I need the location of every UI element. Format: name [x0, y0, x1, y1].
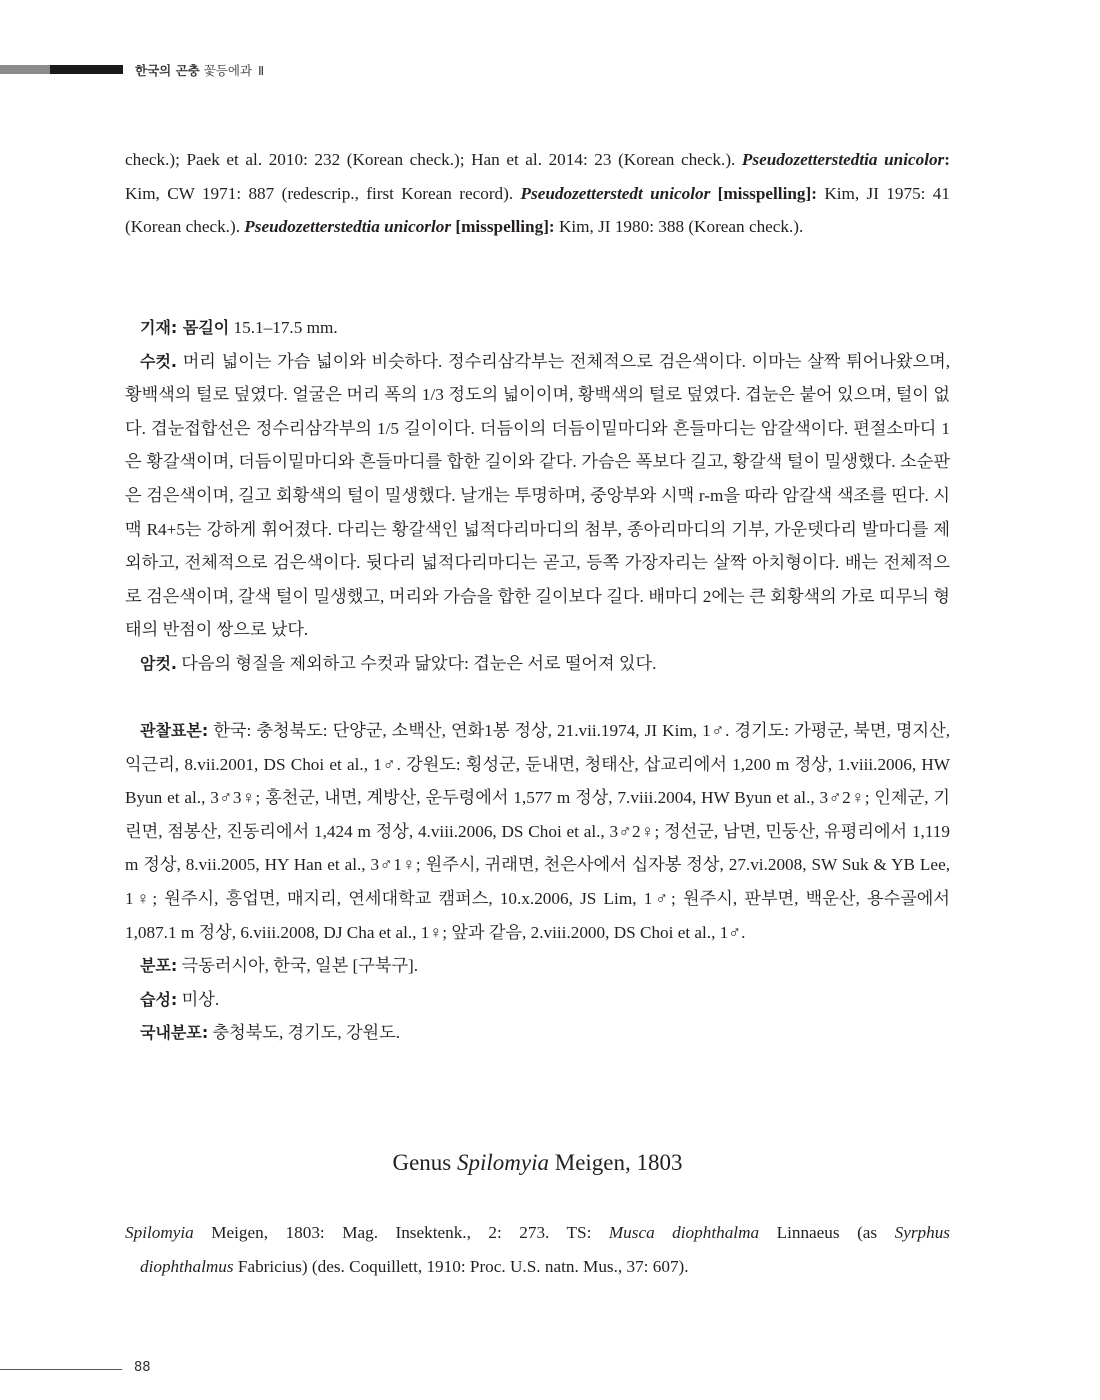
genus-heading [125, 1150, 950, 1176]
synonymy-paragraph [125, 143, 950, 244]
body-text: 충청북도, 경기도, 강원도. [208, 1023, 401, 1043]
synonym-genus: Syrphus [894, 1223, 950, 1242]
synonymy-text: Kim, JI 1975: 41 (Korean check.). [125, 183, 950, 237]
running-header [135, 61, 264, 79]
section-label: 암컷. [140, 653, 177, 673]
material-examined-paragraph [125, 714, 950, 949]
section-label: 관찰표본: [140, 721, 209, 740]
synonym-species: diophthalmus [140, 1256, 234, 1276]
punctuation: : [944, 150, 950, 169]
header-title: 한국의 곤충 [135, 63, 200, 78]
description-section [125, 311, 950, 681]
taxon-name: Spilomyia [125, 1223, 194, 1242]
body-text: 머리 넓이는 가슴 넓이와 비슷하다. 정수리삼각부는 전체적으로 검은색이다. 이마는 살짝 튀어나왔으며, 황백색의 털로 덮였다. 얼굴은 머리 폭의 1/3 정도의 넓이이며, 황백색의 털로 덮였다. 겹눈은 붙어 있으며, 털이 없다. 겹눈접합선은 정수리삼각부의 1/5 길이이다. 더듬이의 더듬이밑마디와 흔들마디는 암갈색이다. 편절소마디 1은 황갈색이며, 더듬이밑마디와 흔들마디를 합한 길이와 같다. 가슴은 폭보다 길고, 황갈색 털이 밀생했다. 소순판은 검은색이며, 길고 회황색의 털이 밀생했다. 날개는 투명하며, 중앙부와 시맥 r-m을 따라 암갈색 색조를 띤다. 시맥 R4+5는 강하게 휘어졌다. 다리는 황갈색인 넓적다리마디의 첨부, 종아리마디의 기부, 가운뎃다리 발마디를 제외하고, 전체적으로 검은색이다. 뒷다리 넓적다리마디는 곧고, 등쪽 가장자리는 살짝 아치형이다. 배는 전체적으로 검은색이며, 갈색 털이 밀생했고, 머리와 가슴을 합한 길이보다 길다. 배마디 2에는 큰 회황색의 가로 띠무늬 형태의 반점이 쌍으로 났다. [125, 351, 950, 640]
misspelling-note: [misspelling]: [451, 217, 555, 237]
header-family: 꽃등에과 [203, 63, 253, 78]
header-rule-black [50, 65, 123, 74]
genus-name: Spilomyia [457, 1150, 549, 1175]
taxon-name: Pseudozetterstedtia unicorlor [244, 217, 452, 237]
synonymy-continuation [125, 143, 950, 244]
distribution-paragraph [125, 949, 950, 983]
misspelling-note: [misspelling]: [710, 183, 817, 203]
genus-reference-line-1 [125, 1216, 950, 1250]
page-number: 88 [134, 1360, 151, 1375]
genus-author: Meigen, 1803 [549, 1150, 683, 1175]
body-text: 미상. [177, 989, 220, 1009]
header-rule-gray [0, 65, 50, 74]
body-length-paragraph [125, 311, 950, 345]
body-text: 15.1–17.5 mm. [229, 318, 338, 337]
taxon-name: Pseudozetterstedtia unicolor [741, 150, 945, 169]
taxon-name: Pseudozetterstedt unicolor [520, 183, 711, 203]
korean-distribution-paragraph [125, 1016, 950, 1050]
body-text: 한국: 충청북도: 단양군, 소백산, 연화1봉 정상, 21.vii.1974, JI Kim, 1♂. 경기도: 가평군, 북면, 명지산, 익근리, 8.vii.2001, DS Choi et al., 1♂. 강원도: 횡성군, 둔내면, 청태산, 삽교리에서 1,200 m 정상, 1.viii.2006, HW Byun et al., 3♂3♀; 홍천군, 내면, 계방산, 운두령에서 1,577 m 정상, 7.viii.2004, HW Byun et al., 3♂2♀; 인제군, 기린면, 점봉산, 진동리에서 1,424 m 정상, 4.viii.2006, DS Choi et al., 3♂2♀; 정선군, 남면, 민둥산, 유평리에서 1,119 m 정상, 8.vii.2005, HY Han et al., 3♂1♀; 원주시, 귀래면, 천은사에서 십자봉 정상, 27.vi.2008, SW Suk & YB Lee, 1♀; 원주시, 흥업면, 매지리, 연세대학교 캠퍼스, 10.x.2006, JS Lim, 1♂; 원주시, 판부면, 백운산, 용수골에서 1,087.1 m 정상, 6.viii.2008, DJ Cha et al., 1♀; 앞과 같음, 2.viii.2000, DS Choi et al., 1♂. [125, 721, 950, 942]
male-paragraph [125, 345, 950, 647]
genus-prefix: Genus [392, 1150, 457, 1175]
synonymy-text: Kim, CW 1971: 887 (redescrip., first Korean record). [125, 183, 521, 203]
genus-reference [125, 1216, 950, 1283]
habit-paragraph [125, 983, 950, 1017]
material-section [125, 714, 950, 1050]
section-label: 수컷. [140, 351, 177, 371]
female-paragraph [125, 647, 950, 681]
synonymy-text: Kim, JI 1980: 388 (Korean check.). [554, 217, 804, 237]
section-label: 분포: [140, 956, 178, 976]
reference-text: Meigen, 1803: Mag. Insektenk., 2: 273. TS: [193, 1223, 609, 1242]
section-label: 국내분포: [140, 1023, 209, 1043]
body-text: 극동러시아, 한국, 일본 [구북구]. [177, 956, 419, 976]
footer-rule [0, 1369, 122, 1370]
header-volume: Ⅱ [258, 63, 265, 78]
reference-text: Linnaeus (as [759, 1223, 895, 1242]
synonymy-text: check.); Paek et al. 2010: 232 (Korean check.); Han et al. 2014: 23 (Korean check.). [125, 150, 742, 169]
section-label: 기재: 몸길이 [140, 318, 230, 337]
reference-text: Fabricius) (des. Coquillett, 1910: Proc. U.S. natn. Mus., 37: 607). [233, 1256, 689, 1276]
section-label: 습성: [140, 989, 178, 1009]
body-text: 다음의 형질을 제외하고 수컷과 닮았다: 겹눈은 서로 떨어져 있다. [177, 653, 657, 673]
type-species-name: Musca diophthalma [608, 1223, 760, 1242]
genus-reference-line-2 [125, 1250, 950, 1284]
